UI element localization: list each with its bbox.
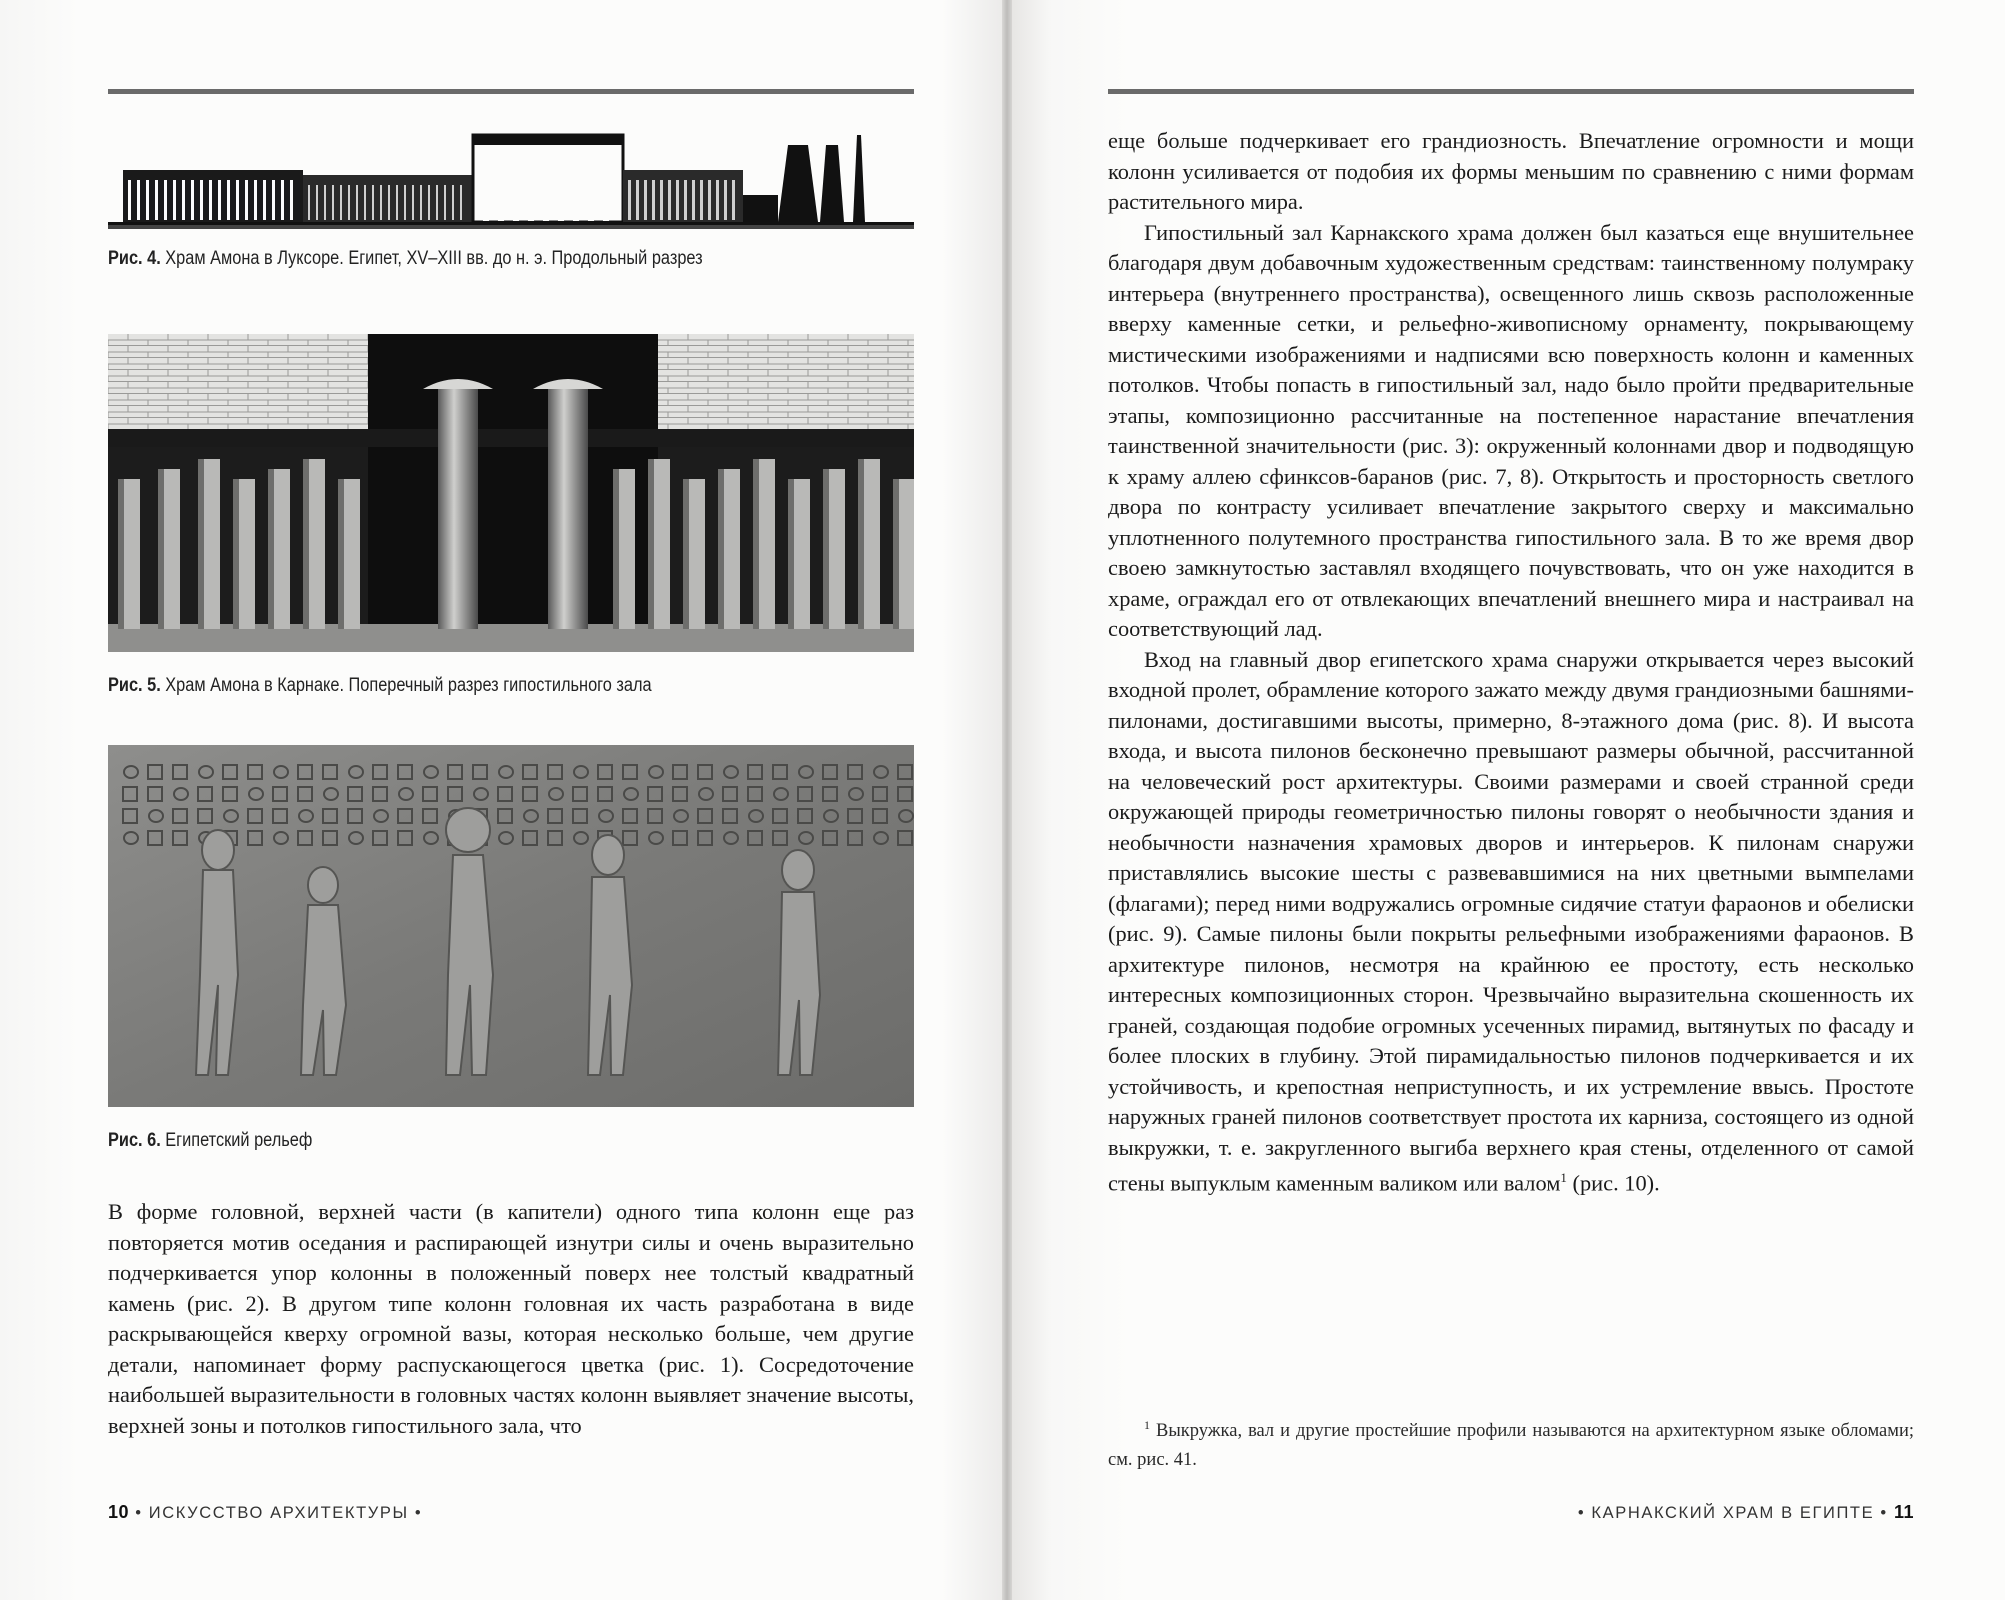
footnote-reference: 1 (1560, 1170, 1567, 1185)
separator: • (414, 1504, 423, 1522)
figure-5-caption-text: Храм Амона в Карнаке. Поперечный разрез гипостильного зала (165, 675, 652, 696)
page-number-left: 10 (108, 1502, 130, 1522)
right-page (1012, 0, 2005, 1600)
left-running-footer (108, 1502, 422, 1523)
footnote-mark: 1 (1144, 1418, 1150, 1432)
left-page (0, 0, 1002, 1600)
figure-6-caption-text: Египетский рельеф (165, 1130, 313, 1151)
figure-4-label: Рис. 4. (108, 248, 161, 269)
figure-4-luxor-section (108, 125, 914, 230)
right-paragraph-3-text: Вход на главный двор египетского храма снаружи открывается через высокий входной пролет, обрамление которого зажато между двумя грандиозными башнями-пилонами, достигавшими высоты, примерно, 8-этажного дома (рис. 8). И высота входа, и высота пилонов бесконечно превышают размеры обычной, рассчитанной на человеческий рост архитектуры. Своими размерами и своей странной среди окружающей природы геометричностью пилоны говорят о необычности здания и необычности назначения храмовых дворов и интерьеров. К пилонам снаружи приставлялись высокие шесты с развевавшимися на них цветными вымпелами (флагами); перед ними водружались огромные сидячие статуи фараонов и обелиски (рис. 9). Самые пилоны были покрыты рельефными изображениями фараонов. В архитектуре пилонов, несмотря на крайнюю ее простоту, есть несколько интересных композиционных сторон. Чрезвычайно выразительна скошенность их граней, создающая подобие огромных усеченных пирамид, вытянутых по фасаду и более плоских в глубину. Этой пирамидальностью пилонов подчеркивается и их устойчивость, и крепостная неприступность, и их устремление ввысь. Простоте наружных граней пилонов соответствует простота их карниза, состоящего из одной выкружки, т. е. закругленного выгиба верхнего края стены, отделенного от самой стены выпуклым каменным валиком или валом (1108, 646, 1914, 1196)
right-running-footer (1578, 1502, 1914, 1523)
figure-6-egyptian-relief (108, 745, 914, 1107)
book-gutter (1002, 0, 1012, 1600)
right-paragraph-1: еще больше подчеркивает его грандиозность. Впечатление огромности и мощи колонн усиливается от подобия их формы меньшим по сравнению с ними формам растительного мира. (1108, 128, 1914, 214)
left-paragraph: В форме головной, верхней части (в капители) одного типа колонн еще раз повторяется мотив оседания и распирающей изнутри силы и очень выразительно подчеркивается упор колонны в положенный поверх нее толстый квадратный камень (рис. 2). В другом типе колонн головная их часть разработана в виде раскрывающейся кверху огромной вазы, которая несколько больше, чем другие детали, напоминает форму распускающегося цветка (рис. 1). Сосредоточение наибольшей выразительности в головных частях колонн выявляет значение высоты, верхней зоны и потолков гипостильного зала, что (108, 1199, 914, 1438)
running-title-left: ИСКУССТВО АРХИТЕКТУРЫ (148, 1504, 409, 1522)
running-title-right: КАРНАКСКИЙ ХРАМ В ЕГИПТЕ (1591, 1504, 1875, 1522)
figure-5-karnak-hypostyle (108, 334, 914, 652)
figure-5-label: Рис. 5. (108, 675, 161, 696)
figure-4-caption (108, 248, 703, 270)
page-number-right: 11 (1893, 1502, 1914, 1522)
footnote (1108, 1411, 1914, 1475)
right-body-text (1108, 126, 1914, 1199)
figure-5-caption (108, 675, 652, 697)
separator: • (1880, 1504, 1888, 1522)
top-rule (1108, 89, 1914, 94)
top-rule (108, 89, 914, 94)
figure-6-label: Рис. 6. (108, 1130, 161, 1151)
right-paragraph-3 (1108, 645, 1914, 1199)
footnote-text: Выкружка, вал и другие простейшие профили называются на архитектурном языке обломами; см. рис. 41. (1108, 1421, 1914, 1471)
right-paragraph-3-end: (рис. 10). (1566, 1170, 1660, 1196)
separator: • (1577, 1504, 1586, 1522)
figure-4-caption-text: Храм Амона в Луксоре. Египет, XV–XIII вв. до н. э. Продольный разрез (165, 248, 703, 269)
figure-6-caption (108, 1130, 312, 1152)
separator: • (135, 1504, 143, 1522)
right-paragraph-2: Гипостильный зал Карнакского храма должен был казаться еще внушительнее благодаря двум добавочным художественным средствам: таинственному полумраку интерьера (внутреннего пространства), освещенного лишь сквозь расположенные вверху каменные сетки, и рельефно-живописному орнаменту, покрывающему мистическими изображениями и надписями всю поверхность колонн и каменных потолков. Чтобы попасть в гипостильный зал, надо было пройти предварительные этапы, композиционно рассчитанные на постепенное нарастание впечатления таинственной значительности (рис. 3): окруженный колоннами двор и подводящую к храму аллею сфинксов-баранов (рис. 7, 8). Открытость и просторность светлого двора по контрасту усиливает впечатление закрытого сверху и максимально уплотненного полутемного пространства гипостильного зала. В то же время двор своею замкнутостью заставлял входящего почувствовать, что он уже находится в храме, ограждал его от отвлекающих впечатлений внешнего мира и настраивал на соответствующий лад. (1108, 219, 1914, 641)
left-body-text (108, 1197, 914, 1441)
